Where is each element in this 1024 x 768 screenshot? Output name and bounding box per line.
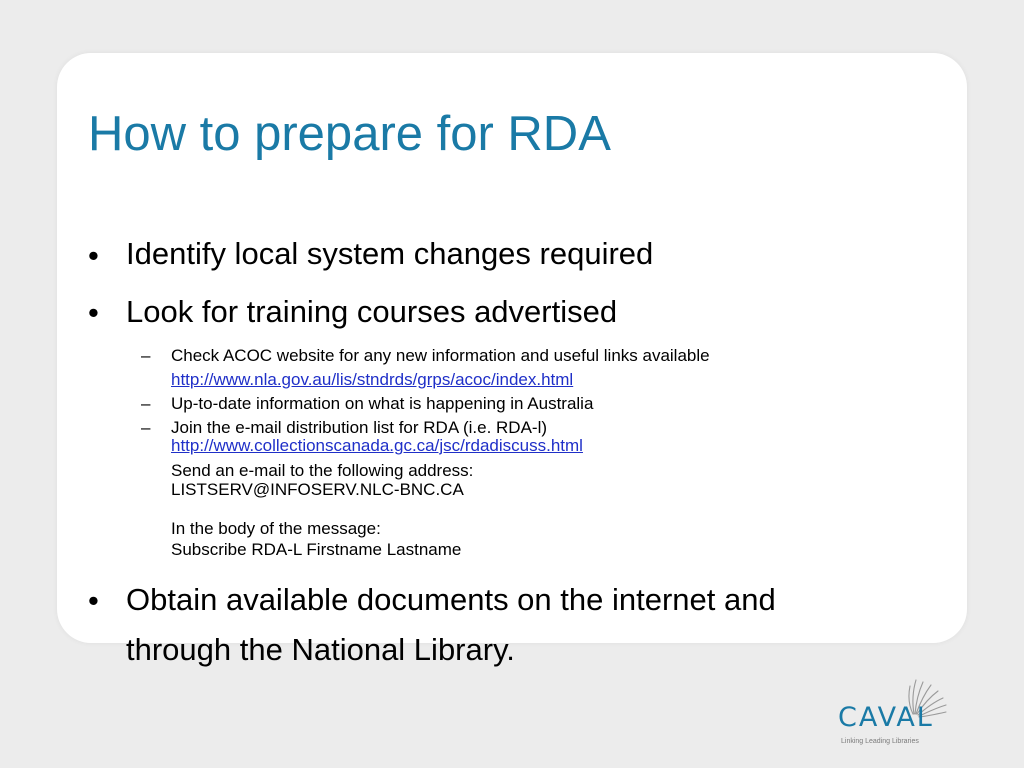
bullet-marker: •: [88, 238, 99, 273]
caval-logo: [838, 672, 948, 752]
sub-bullet-marker: –: [141, 346, 151, 365]
send-email-label: Send an e-mail to the following address:: [171, 461, 474, 480]
bullet-obtain-documents-line1: Obtain available documents on the internet and: [126, 582, 776, 617]
acoc-link[interactable]: http://www.nla.gov.au/lis/stndrds/grps/acoc/index.html: [171, 370, 574, 389]
sub-item-uptodate: Up-to-date information on what is happening in Australia: [171, 394, 594, 413]
rdadiscuss-link[interactable]: http://www.collectionscanada.gc.ca/jsc/rdadiscuss.html: [171, 436, 583, 455]
bullet-marker: •: [88, 583, 99, 618]
bullet-training-courses: Look for training courses advertised: [126, 294, 618, 329]
sub-item-join-list: Join the e-mail distribution list for RDA (i.e. RDA-l): [171, 418, 548, 437]
listserv-address: LISTSERV@INFOSERV.NLC-BNC.CA: [171, 480, 464, 499]
sub-bullet-marker: –: [141, 418, 151, 437]
message-body-label: In the body of the message:: [171, 519, 381, 538]
sub-bullet-marker: –: [141, 394, 151, 413]
subscribe-command: Subscribe RDA-L Firstname Lastname: [171, 540, 462, 559]
logo-wordmark: CAVAL: [838, 702, 934, 733]
bullet-marker: •: [88, 295, 99, 330]
bullet-obtain-documents-line2: through the National Library.: [126, 632, 515, 667]
sub-item-acoc: Check ACOC website for any new information and useful links available: [171, 346, 710, 365]
slide-title: How to prepare for RDA: [88, 107, 611, 161]
logo-tagline: Linking Leading Libraries: [841, 738, 919, 745]
bullet-identify-local-system: Identify local system changes required: [126, 236, 654, 271]
